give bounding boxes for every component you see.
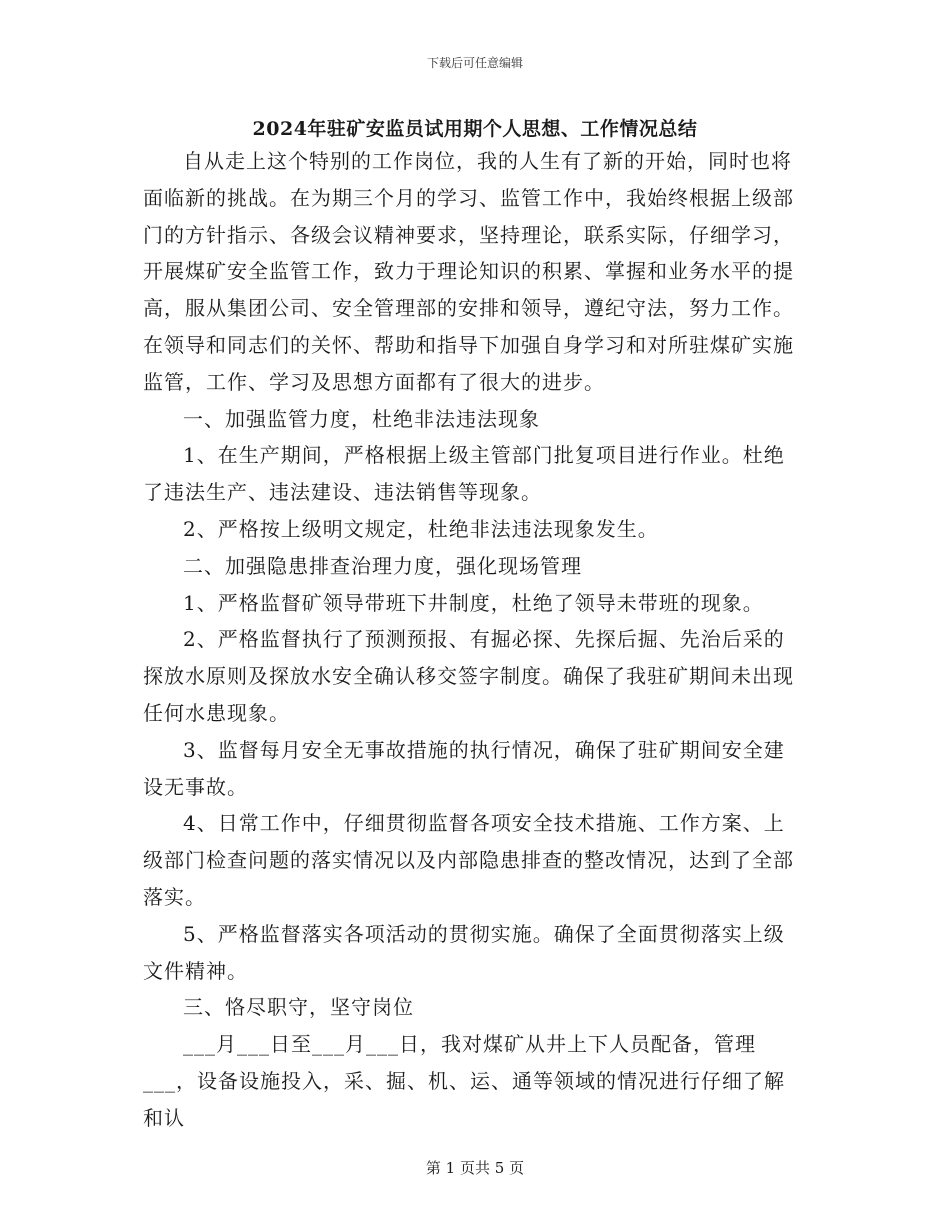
paragraph: 3、监督每月安全无事故措施的执行情况，确保了驻矿期间安全建设无事故。 — [143, 737, 785, 799]
section-heading-2: 二、加强隐患排查治理力度，强化现场管理 — [183, 553, 582, 578]
paragraph-intro: 自从走上这个特别的工作岗位，我的人生有了新的开始，同时也将面临新的挑战。在为期三个月的学习、监管工作中，我始终根据上级部门的方针指示、各级会议精神要求，坚持理论，联系实际，仔细学习，开展煤矿安全监管工作，致力于理论知识的积累、掌握和业务水平的提高，服从集团公司、安全管理部的安排和领导，遵纪守法，努力工作。在领导和同志们的关怀、帮助和指导下加强自身学习和对所驻煤矿实施监管，工作、学习及思想方面都有了很大的进步。 — [143, 149, 794, 394]
document-title: 2024年驻矿安监员试用期个人思想、工作情况总结 — [252, 118, 698, 140]
paragraph: 2、严格按上级明文规定，杜绝非法违法现象发生。 — [183, 516, 659, 541]
paragraph: 5、严格监督落实各项活动的贯彻实施。确保了全面贯彻落实上级文件精神。 — [143, 921, 785, 983]
page-header-note: 下载后可任意编辑 — [426, 56, 523, 70]
document-body — [143, 143, 805, 1137]
section-heading-1: 一、加强监管力度，杜绝非法违法现象 — [183, 406, 540, 431]
paragraph: 4、日常工作中，仔细贯彻监督各项安全技术措施、工作方案、上级部门检查问题的落实情况以及内部隐患排查的整改情况，达到了全部落实。 — [143, 811, 794, 909]
paragraph: 2、严格监督执行了预测预报、有掘必探、先探后掘、先治后采的探放水原则及探放水安全确认移交签字制度。确保了我驻矿期间未出现任何水患现象。 — [143, 627, 794, 725]
paragraph: 1、严格监督矿领导带班下井制度，杜绝了领导未带班的现象。 — [183, 590, 764, 615]
section-heading-3: 三、恪尽职守，坚守岗位 — [183, 995, 414, 1020]
paragraph: 1、在生产期间，严格根据上级主管部门批复项目进行作业。杜绝了违法生产、违法建设、违法销售等现象。 — [143, 443, 785, 505]
page-number: 第 1 页共 5 页 — [425, 1159, 525, 1177]
paragraph: ___月___日至___月___日，我对煤矿从井上下人员配备，管理___，设备设施投入，采、掘、机、运、通等领域的情况进行仔细了解和认 — [143, 1032, 785, 1130]
